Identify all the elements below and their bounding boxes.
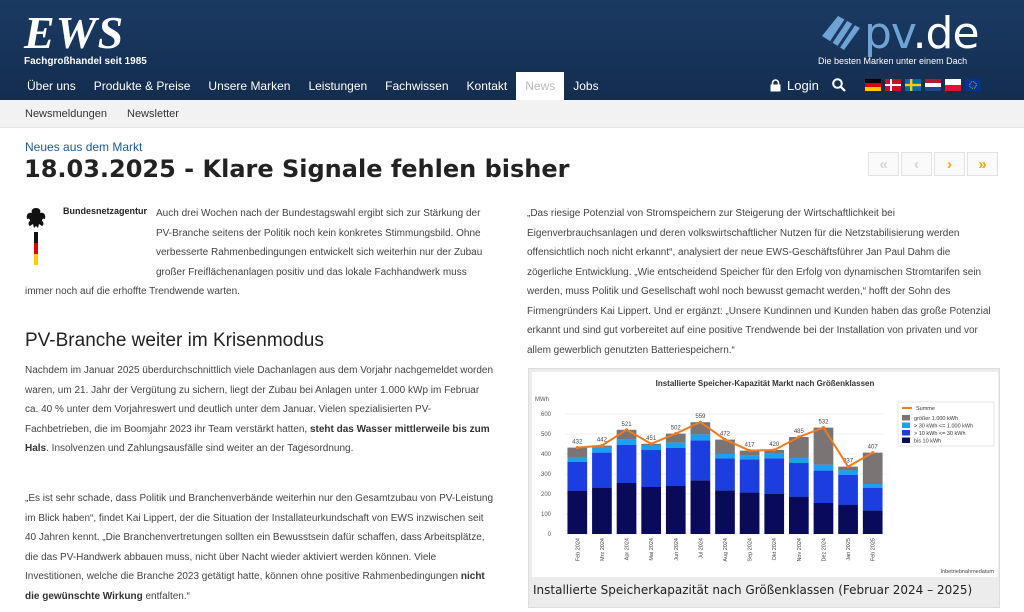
chart-data-label: 472: [719, 431, 731, 438]
p3-text-b: entfalten.“: [142, 590, 190, 602]
chart-bar-segment: [814, 428, 834, 465]
chart-data-label: 502: [670, 425, 681, 432]
ews-logo-text: EWS: [24, 7, 125, 58]
chart-sum-point: [797, 435, 800, 438]
ews-logo[interactable]: [24, 7, 147, 67]
chart-bar-segment: [691, 480, 711, 534]
search-button[interactable]: [832, 78, 846, 97]
chart-bar-segment: [764, 494, 784, 534]
login-label: Login: [787, 78, 819, 93]
chart-y-tick: 400: [540, 452, 551, 458]
chart-x-tick: Feb 2024: [575, 538, 582, 562]
chart-bar-segment: [691, 434, 711, 440]
chart-data-label: 432: [572, 439, 583, 446]
chart-legend-swatch: [902, 430, 910, 436]
pv-logo-mark-icon: [820, 14, 862, 54]
chart-legend-swatch: [902, 423, 910, 429]
chart-bar-segment: [666, 486, 686, 534]
pv-de-logo[interactable]: [818, 8, 998, 72]
chart-legend-label: > 30 kWh <= 1.000 kWh: [914, 423, 974, 430]
chart-legend-swatch: [902, 415, 910, 421]
chart-y-tick: 300: [540, 472, 551, 478]
chart-sum-point: [600, 444, 603, 447]
chart-data-label: 420: [769, 442, 780, 448]
chart-bar-segment: [814, 465, 834, 471]
p2-text-a: Nachdem im Januar 2025 überdurchschnittlich viele Dachanlagen aus dem Vorjahr nachgemeldet worden waren, um 21. Jahr der Vergütung zu sichern, liegt der Zubau bei Anlagen unter 1.000 kWp im Februar ca. 40 % unter dem Vorjahreswert und deutlich unter dem Januar. Vielen spezialisierten PV-Fachbetrieben, die im Boomjahr 2023 ihr Team verstärkt hatten,: [25, 365, 494, 435]
pv-tagline: Die besten Marken unter einem Dach: [818, 56, 968, 66]
chart-x-tick: Okt 2024: [772, 538, 779, 561]
chart-data-label: 337: [843, 458, 854, 465]
chart-bar-segment: [567, 458, 587, 462]
chart-bar-segment: [715, 490, 735, 534]
chart-bar-segment: [666, 443, 686, 448]
chart-data-label: 442: [596, 437, 607, 444]
chart-sum-point: [822, 426, 825, 429]
chart-x-tick: Dez 2024: [821, 538, 828, 562]
chart-y-tick: 200: [540, 492, 551, 498]
sub-nav: [0, 100, 1024, 128]
pager-next-button[interactable]: ›: [934, 152, 965, 176]
pv-wordmark-de: .de: [912, 8, 979, 59]
chart-y-label: MWh: [535, 397, 549, 403]
chart-caption: Installierte Speicherkapazität nach Größenklassen (Februar 2024 – 2025): [533, 583, 973, 597]
chart-bar-segment: [740, 492, 760, 534]
chart-bar-segment: [838, 475, 858, 505]
login-button[interactable]: [770, 78, 819, 93]
chart-x-tick: Apr 2024: [624, 538, 631, 561]
pager-first-button[interactable]: «: [868, 152, 899, 176]
nav-item-produkte-preise[interactable]: Produkte & Preise: [93, 79, 191, 93]
article-title: 18.03.2025 - Klare Signale fehlen bisher: [24, 155, 570, 183]
chart-x-tick: Jun 2024: [673, 538, 680, 561]
federal-eagle-icon: [25, 206, 47, 268]
chart-bar-segment: [789, 458, 809, 463]
nav-item-jobs[interactable]: Jobs: [573, 79, 599, 93]
chart-legend-label: > 10 kWh <= 30 kWh: [914, 430, 966, 437]
chart-bar-segment: [863, 510, 883, 534]
chart-legend-sum-label: Summe: [916, 406, 935, 412]
chart-bar-segment: [592, 488, 612, 534]
chart-bar-segment: [666, 448, 686, 486]
chart-bar-segment: [789, 497, 809, 534]
chart-sum-point: [723, 438, 726, 441]
chart-bar-segment: [764, 454, 784, 459]
chart-x-tick: Sep 2024: [747, 538, 754, 562]
chart-data-label: 521: [621, 421, 632, 428]
storage-capacity-chart: [532, 372, 998, 577]
chart-bar-segment: [592, 448, 612, 453]
flag-se-icon[interactable]: [905, 79, 921, 91]
chart-data-label: 559: [695, 414, 706, 421]
chart-bar-segment: [814, 503, 834, 534]
flag-eu-icon[interactable]: [965, 79, 981, 91]
subnav-newsmeldungen[interactable]: Newsmeldungen: [25, 108, 107, 120]
nav-item-kontakt[interactable]: Kontakt: [466, 79, 508, 93]
chart-title: Installierte Speicher-Kapazität Markt nach Größenklassen: [655, 379, 875, 388]
language-flags: [865, 79, 981, 91]
chart-y-tick: 500: [540, 432, 551, 438]
chart-x-tick: Jan 2025: [846, 538, 853, 561]
chart-x-tick: Feb 2025: [870, 538, 877, 562]
paragraph-4: „Das riesige Potenzial von Stromspeichern zur Steigerung der Wirtschaftlichkeit bei Eigenverbrauchsanlagen und deren volkswirtschaftlicher Nutzen für die Netzstabilisierung werden offensichtlich noch nicht erkannt“, analysiert der neue EWS-Geschäftsführer Jan Paul Dahm die zögerliche Entwicklung. „Wie entscheidend Speicher für den Erfolg von dynamischen Stromtarifen sein werden, muss Politik und Gesellschaft wohl noch bewusst gemacht werden,“ hofft der Sohn des Firmengründers Kai Lippert. Und er ergänzt: „Unsere Kundinnen und Kunden haben das große Potenzial erkannt und sind gut vorbereitet auf eine positive Trendwende bei der Installation von privaten und vor allem gewerblich genutzten Batteriespeichern.“: [527, 208, 991, 356]
chart-legend-label: bis 10 kWh: [914, 438, 942, 445]
chart-bar-segment: [863, 488, 883, 510]
chart-y-tick: 600: [540, 412, 551, 418]
nav-item-leistungen[interactable]: Leistungen: [308, 79, 368, 93]
chart-data-label: 532: [818, 419, 829, 426]
ews-tagline: Fachgroßhandel seit 1985: [24, 56, 147, 67]
main-nav: [18, 72, 608, 100]
chart-sum-point: [748, 449, 751, 452]
chart-bar-segment: [567, 491, 587, 534]
chart-bar-segment: [715, 454, 735, 458]
chart-x-tick: Jul 2024: [698, 538, 705, 559]
chart-bar-segment: [641, 487, 661, 534]
paragraph-3: [25, 489, 495, 606]
chart-bar-segment: [617, 439, 637, 445]
chart-legend-swatch: [902, 438, 910, 444]
chart-sum-point: [650, 442, 653, 445]
paragraph-2: [25, 361, 495, 459]
chart-bar-segment: [740, 455, 760, 459]
chart-bar-segment: [592, 453, 612, 488]
chart-sum-point: [576, 446, 579, 449]
chart-bar-segment: [691, 440, 711, 480]
bundesnetzagentur-logo: [25, 204, 156, 280]
chart-legend-label: größer 1.000 kWh: [914, 415, 959, 422]
chart-y-tick: 0: [547, 532, 551, 538]
chart-sum-point: [846, 465, 849, 468]
article-intro: [25, 204, 495, 302]
chart-x-tick: Mai 2024: [649, 538, 656, 561]
flag-nl-icon[interactable]: [925, 79, 941, 91]
chart-sum-point: [871, 451, 874, 454]
nav-item-fachwissen[interactable]: Fachwissen: [385, 79, 449, 93]
pager-prev-button[interactable]: ‹: [901, 152, 932, 176]
site-header: [0, 0, 1024, 100]
chart-sum-point: [674, 432, 677, 435]
p3-text-a: „Es ist sehr schade, dass Politik und Branchenverbände weiterhin nur den Gesamtzubau von PV-Leistung im Blick haben“, findet Kai Lippert, der die Situation der Installateurkundschaft von EWS inzwischen seit 40 Jahren kennt. „Die Branchenvertretungen sollten ein Bewusstsein dafür schaffen, dass Arbeitsplätze, die das PV-Handwerk abbauen muss, nicht über Nacht wieder aktiviert werden können. Viele Investitionen, welche die Branche 2023 getätigt hatte, können ohne positive Rahmenbedingungen: [25, 493, 494, 582]
chart-data-label: 485: [793, 429, 804, 435]
flag-dk-icon[interactable]: [885, 79, 901, 91]
p3-bold: nicht die gewünschte Wirkung: [25, 571, 485, 602]
nav-item-unsere-marken[interactable]: Unsere Marken: [208, 79, 291, 93]
p2-bold: steht das Wasser mittlerweile bis zum Hals: [25, 423, 490, 454]
nav-item-news[interactable]: News: [516, 72, 564, 100]
chart-bar-segment: [740, 459, 760, 492]
search-icon: [832, 78, 846, 92]
pager-last-button[interactable]: »: [967, 152, 998, 176]
chart-figure[interactable]: [528, 368, 1000, 608]
chart-bar-segment: [617, 445, 637, 483]
pv-de-wordmark: [864, 8, 979, 59]
subnav-newsletter[interactable]: Newsletter: [127, 108, 179, 120]
chart-source-label: Inbetriebnahmedatum: [940, 569, 994, 575]
chart-bar-segment: [764, 458, 784, 494]
chart-bar-segment: [814, 471, 834, 503]
chart-bar-segment: [715, 458, 735, 490]
intro-text: Auch drei Wochen nach der Bundestagswahl ergibt sich zur Stärkung der PV-Branche seitens der Politik noch kein konkretes Stimmungsbild. Ohne verbesserte Rahmenbedingungen entwickelt sich weiterhin nur der Zubau großer Freiflächenanlagen positiv und das lokale Fachhandwerk muss immer noch auf die erhoffte Trendwende warten.: [25, 208, 483, 297]
pv-wordmark-pv: pv: [864, 8, 913, 59]
section-heading: PV-Branche weiter im Krisenmodus: [25, 330, 324, 351]
chart-sum-point: [625, 428, 628, 431]
chart-data-label: 451: [646, 435, 657, 442]
chart-bar-segment: [641, 445, 661, 450]
chart-sum-point: [699, 421, 702, 424]
chart-bar-segment: [838, 470, 858, 475]
lock-icon: [770, 79, 781, 92]
flag-de-icon[interactable]: [865, 79, 881, 91]
chart-bar-segment: [863, 484, 883, 488]
chart-bar-segment: [789, 463, 809, 497]
chart-sum-point: [773, 448, 776, 451]
chart-bar-segment: [838, 505, 858, 534]
chart-x-tick: Mrz 2024: [599, 538, 606, 561]
chart-bar-segment: [691, 422, 711, 434]
agency-label: Bundesnetzagentur: [63, 206, 148, 216]
chart-x-tick: Aug 2024: [723, 538, 729, 562]
nav-item-über-uns[interactable]: Über uns: [27, 79, 76, 93]
article-pager: [868, 152, 998, 176]
chart-bar-segment: [641, 450, 661, 487]
chart-bar-segment: [567, 462, 587, 491]
chart-data-label: 407: [867, 444, 878, 451]
article-kicker: Neues aus dem Markt: [25, 140, 143, 154]
chart-y-tick: 100: [540, 512, 551, 518]
chart-bar-segment: [617, 483, 637, 534]
flag-pl-icon[interactable]: [945, 79, 961, 91]
chart-data-label: 417: [744, 442, 755, 449]
chart-x-tick: Nov 2024: [796, 538, 803, 562]
chart-area: [532, 372, 998, 577]
p2-text-b: . Insolvenzen und Zahlungsausfälle sind weiter an der Tagesordnung.: [46, 443, 354, 454]
